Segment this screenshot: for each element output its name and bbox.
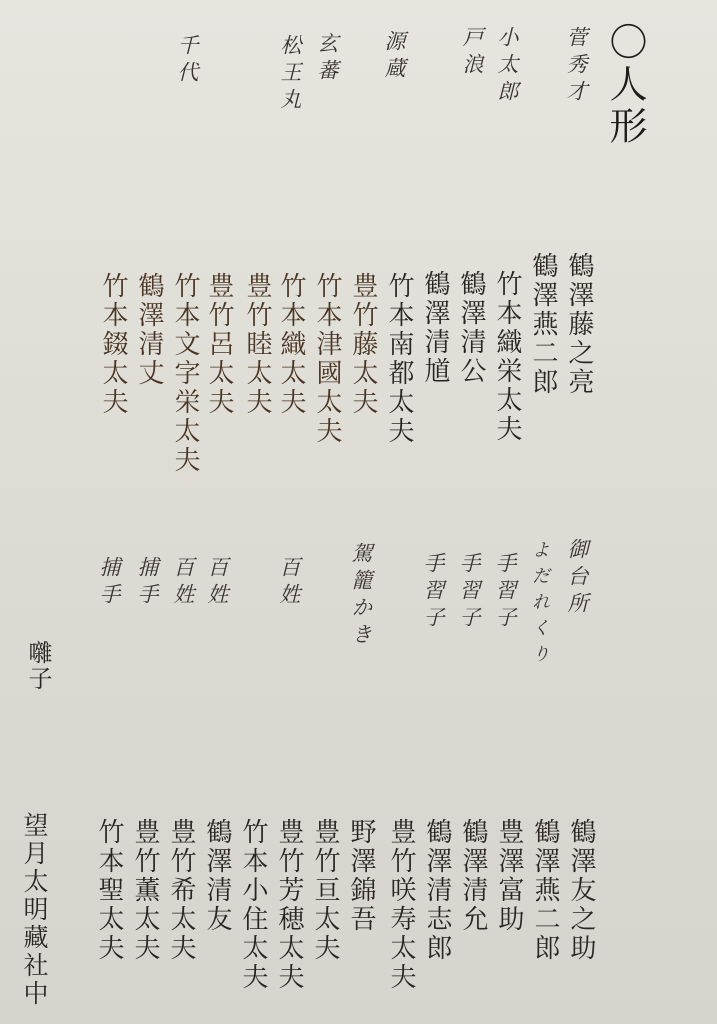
performer-name: 豊竹呂太夫 <box>204 272 234 417</box>
performer-name: 鶴澤友之助 <box>566 818 596 963</box>
performer-name: 豊竹亘太夫 <box>310 818 340 963</box>
role-name: 玄蕃 <box>315 32 339 86</box>
performer-name: 鶴澤清志郎 <box>422 818 452 963</box>
performer-name: 鶴澤藤之亮 <box>564 252 594 397</box>
role-name: 手習子 <box>421 552 445 633</box>
role-name: よだれくり <box>529 540 550 670</box>
performer-name: 竹本織太夫 <box>276 272 306 417</box>
performer-name: 豊竹藤太夫 <box>348 272 378 417</box>
performer-name: 鶴澤清丈 <box>134 272 164 388</box>
performer-name: 竹本織栄太夫 <box>492 270 522 444</box>
role-name: 捕手 <box>97 556 121 610</box>
performer-name: 豊竹希太夫 <box>166 818 196 963</box>
performer-name: 豊竹睦太夫 <box>242 272 272 417</box>
role-name: 小太郎 <box>495 26 519 107</box>
role-name: 千代 <box>175 34 199 88</box>
role-name: 百姓 <box>277 556 301 610</box>
performer-name: 竹本錣太夫 <box>98 272 128 417</box>
role-name: 駕籠かき <box>349 542 373 650</box>
performer-name: 豊竹芳穂太夫 <box>274 818 304 992</box>
performer-name: 竹本聖太夫 <box>94 818 124 963</box>
performer-name: 竹本津國太夫 <box>312 272 342 446</box>
section-label: 囃子 <box>24 640 52 692</box>
role-name: 手習子 <box>457 552 481 633</box>
performer-name: 鶴澤清馗 <box>420 270 450 386</box>
performer-name: 竹本文字栄太夫 <box>170 272 200 475</box>
performer-name: 鶴澤燕二郎 <box>528 252 558 397</box>
role-name: 菅秀才 <box>564 26 588 107</box>
performer-name: 野澤錦吾 <box>346 818 376 934</box>
performer-name: 鶴澤清友 <box>202 818 232 934</box>
performer-name: 鶴澤清允 <box>458 818 488 934</box>
role-name: 手習子 <box>493 552 517 633</box>
role-name: 御台所 <box>565 538 589 619</box>
role-name: 捕手 <box>135 556 159 610</box>
role-name: 松王丸 <box>278 34 302 115</box>
performer-name: 竹本南都太夫 <box>384 272 414 446</box>
performer-name: 豊竹薫太夫 <box>130 818 160 963</box>
role-name: 百姓 <box>171 556 195 610</box>
performer-name: 豊竹咲寿太夫 <box>386 818 416 992</box>
performer-name: 鶴澤清公 <box>456 270 486 386</box>
performer-name: 鶴澤燕二郎 <box>530 818 560 963</box>
role-name: 源蔵 <box>382 30 406 84</box>
performer-name: 竹本小住太夫 <box>238 818 268 992</box>
role-name: 百姓 <box>205 556 229 610</box>
performer-name: 豊澤富助 <box>494 818 524 934</box>
section-heading: 〇人形 <box>603 22 647 148</box>
ensemble-name: 望月太明藏社中 <box>20 812 49 1008</box>
role-name: 戸浪 <box>460 26 484 80</box>
